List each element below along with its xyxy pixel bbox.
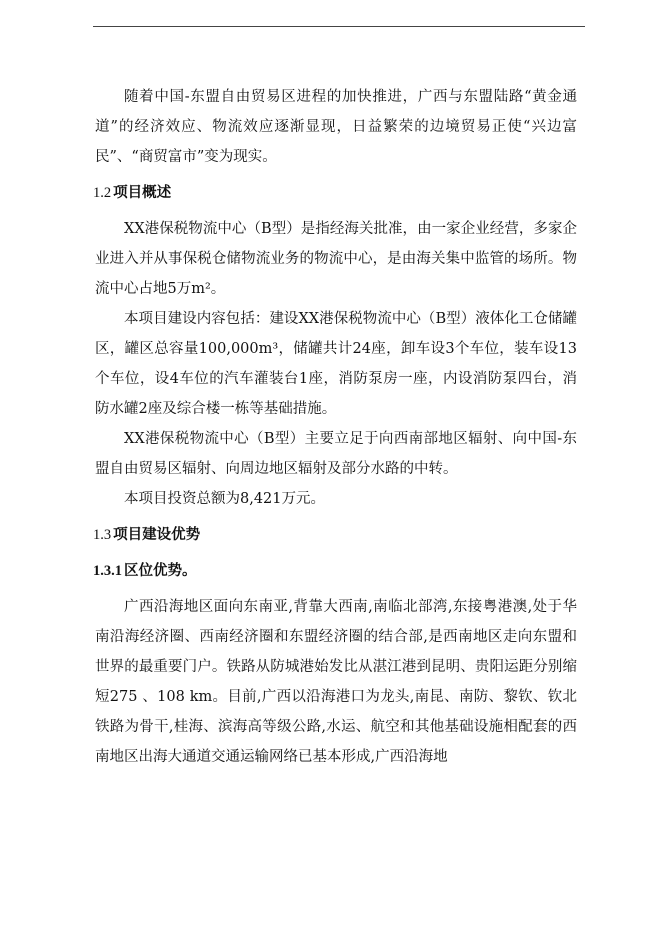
paragraph-construction-content: 本项目建设内容包括：建设XX港保税物流中心（B型）液体化工仓储罐区，罐区总容量100,000m³，储罐共计24座，卸车设3个车位，装车设13个车位，设4车位的汽车灌装台1座，消防泵房一座，内设消防泵四台，消防水罐2座及综合楼一栋等基础措施。: [95, 311, 577, 417]
paragraph-investment: 本项目投资总额为8,421万元。: [124, 491, 326, 507]
intro-paragraph: 随着中国-东盟自由贸易区进程的加快推进，广西与东盟陆路“黄金通道”的经济效应、物流效应逐渐显现，日益繁荣的边境贸易正使“兴边富民”、“商贸富市”变为现实。: [95, 89, 577, 165]
section-title: 项目建设优势: [113, 527, 201, 543]
paragraph-positioning: XX港保税物流中心（B型）主要立足于向西南部地区辐射、向中国-东盟自由贸易区辐射、向周边地区辐射及部分水路的中转。: [95, 431, 577, 477]
section-number: 1.3.1: [93, 563, 122, 579]
section-heading-1-3: [93, 520, 577, 550]
section-title: 区位优势。: [124, 563, 197, 579]
section-title: 项目概述: [113, 185, 172, 201]
section-number: 1.3: [93, 527, 112, 543]
section-heading-1-2: [93, 178, 577, 208]
header-rule: [93, 26, 585, 27]
paragraph-location-advantage: 广西沿海地区面向东南亚,背靠大西南,南临北部湾,东接粤港澳,处于华南沿海经济圈、西南经济圈和东盟经济圈的结合部,是西南地区走向东盟和世界的最重要门户。铁路从防城港始发比从湛江港到昆明、贵阳运距分别缩短275 、108 km。目前,广西以沿海港口为龙头,南昆、南防、黎钦、钦北铁路为骨干,桂海、滨海高等级公路,水运、航空和其他基础设施相配套的西南地区出海大通道交通运输网络已基本形成,广西沿海地: [95, 599, 577, 765]
section-number: 1.2: [93, 185, 112, 201]
document-body: [95, 82, 577, 772]
section-heading-1-3-1: [93, 556, 577, 586]
paragraph-center-definition: XX港保税物流中心（B型）是指经海关批准，由一家企业经营，多家企业进入并从事保税仓储物流业务的物流中心，是由海关集中监管的场所。物流中心占地5万m²。: [95, 221, 577, 297]
